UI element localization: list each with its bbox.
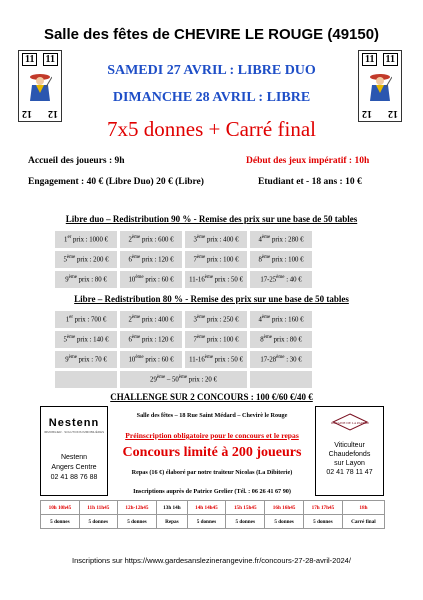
schedule-time: 18h — [342, 501, 384, 515]
repas-text: Repas (16 €) élaboré par notre traiteur Nicolas (La Dibiterie) — [131, 469, 293, 476]
sponsor-name: Nestenn — [60, 454, 88, 461]
sponsor-vineyard — [315, 406, 384, 496]
card-rank: 12 — [22, 108, 32, 119]
prize-cell: 29ème – 50ème prix : 20 € — [120, 371, 247, 388]
tarot-card-right — [358, 50, 402, 122]
schedule-value: 5 donnes — [117, 515, 157, 529]
duo-heading: Libre duo – Redistribution 90 % - Remise des prix sur une base de 50 tables — [65, 214, 358, 224]
table-row — [55, 231, 312, 248]
sponsor-line: Viticulteur — [334, 442, 365, 449]
schedule-time: 12h-12h45 — [117, 501, 157, 515]
schedule-time: 10h 10h45 — [41, 501, 80, 515]
tarot-card-left — [18, 50, 62, 122]
schedule-value: 5 donnes — [41, 515, 80, 529]
card-rank: 11 — [43, 53, 58, 66]
card-rank: 11 — [22, 53, 37, 66]
sponsor-nestenn — [40, 406, 108, 496]
prize-cell: 1er prix : 700 € — [55, 311, 117, 328]
prize-cell: 5ème prix : 200 € — [55, 251, 117, 268]
day2-heading: DIMANCHE 28 AVRIL : LIBRE — [112, 90, 311, 105]
page-title: Salle des fêtes de CHEVIRE LE ROUGE (49150) — [43, 26, 380, 43]
prize-cell: 9ème prix : 70 € — [55, 351, 117, 368]
prize-cell: 8ème prix : 100 € — [250, 251, 312, 268]
prize-cell: 3ème prix : 400 € — [185, 231, 247, 248]
prize-cell: 10ème prix : 60 € — [120, 351, 182, 368]
table-row — [55, 311, 312, 328]
sponsor-place: Angers Centre — [51, 464, 97, 471]
schedule-value: 5 donnes — [79, 515, 117, 529]
prize-cell: 7ème prix : 100 € — [185, 331, 247, 348]
registration-link[interactable]: Inscriptions sur https://www.gardesanslezinerangevine.fr/concours-27-28-avril-2024/ — [72, 556, 351, 565]
debut-text: Début des jeux impératif : 10h — [246, 156, 370, 166]
prize-cell: 9ème prix : 80 € — [55, 271, 117, 288]
libre-prize-table — [52, 308, 315, 391]
inscriptions-text: Inscriptions auprès de Patrice Grelier (Tél. : 06 26 41 67 90) — [133, 488, 291, 495]
domaine-logo-icon — [331, 412, 369, 432]
prize-cell: 11-16ème prix : 50 € — [185, 351, 247, 368]
prize-cell: 7ème prix : 100 € — [185, 251, 247, 268]
schedule-time: 14h 14h45 — [187, 501, 226, 515]
schedule-value: Carré final — [342, 515, 384, 529]
nestenn-tagline: IMMOBILIER · SOLUTIONS IMMOBILIÈRES — [43, 430, 105, 434]
table-row — [55, 351, 312, 368]
sponsor-phone: 02 41 88 76 88 — [50, 474, 98, 481]
etudiant-text: Etudiant et - 18 ans : 10 € — [258, 177, 362, 187]
card-rank: 12 — [48, 108, 58, 119]
card-rank: 11 — [362, 53, 377, 66]
venue-text: Salle des fêtes – 18 Rue Saint Médard – Chevirè le Rouge — [136, 412, 288, 419]
schedule-value: 5 donnes — [265, 515, 304, 529]
schedule-time: 15h 15h45 — [226, 501, 265, 515]
engagement-text: Engagement : 40 € (Libre Duo) 20 € (Libre) — [28, 177, 204, 187]
schedule-value: 5 donnes — [187, 515, 226, 529]
prize-cell: 17-28ème : 30 € — [250, 351, 312, 368]
schedule-value: 5 donnes — [304, 515, 343, 529]
preinscription-text: Préinscription obligatoire pour le concours et le repas — [125, 431, 299, 440]
table-row — [55, 371, 312, 388]
schedule-time: 16h 16h45 — [265, 501, 304, 515]
schedule-time: 11h 11h45 — [79, 501, 117, 515]
schedule-time: 17h 17h45 — [304, 501, 343, 515]
prize-cell: 4ème prix : 160 € — [250, 311, 312, 328]
table-row — [55, 271, 312, 288]
limit-text: Concours limité à 200 joueurs — [122, 445, 302, 460]
card-rank: 12 — [388, 108, 398, 119]
challenge-text: CHALLENGE SUR 2 CONCOURS : 100 €/60 €/40 € — [110, 392, 313, 402]
table-row — [55, 251, 312, 268]
prize-cell: 2ème prix : 400 € — [120, 311, 182, 328]
card-rank: 11 — [383, 53, 398, 66]
prize-cell: 8ème prix : 80 € — [250, 331, 312, 348]
table-row — [41, 501, 385, 515]
prize-cell: 5ème prix : 140 € — [55, 331, 117, 348]
schedule-table — [40, 500, 385, 529]
card-rank: 12 — [362, 108, 372, 119]
prize-cell: 6ème prix : 120 € — [120, 331, 182, 348]
duo-prize-table — [52, 228, 315, 291]
prize-cell: 11-16ème prix : 50 € — [185, 271, 247, 288]
table-row — [41, 515, 385, 529]
prize-cell: 17-25ème : 40 € — [250, 271, 312, 288]
prize-cell: 10ème prix : 60 € — [120, 271, 182, 288]
day1-heading: SAMEDI 27 AVRIL : LIBRE DUO — [107, 63, 316, 78]
schedule-value: Repas — [157, 515, 187, 529]
libre-heading: Libre – Redistribution 80 % - Remise des prix sur une base de 50 tables — [74, 294, 349, 304]
domaine-logo-text: DOMAINE DE LA PAPERIE — [330, 421, 369, 425]
table-row — [55, 331, 312, 348]
schedule-value: 5 donnes — [226, 515, 265, 529]
nestenn-logo: Nestenn — [48, 417, 100, 429]
prize-cell: 1er prix : 1000 € — [55, 231, 117, 248]
sponsor-line: Chaudefonds — [328, 451, 371, 458]
sponsor-line: sur Layon — [334, 460, 365, 467]
accueil-text: Accueil des joueurs : 9h — [28, 156, 125, 166]
format-heading: 7x5 donnes + Carré final — [107, 117, 316, 141]
prize-cell: 3ème prix : 250 € — [185, 311, 247, 328]
sponsor-phone: 02 41 78 11 47 — [326, 469, 373, 476]
prize-cell: 6ème prix : 120 € — [120, 251, 182, 268]
prize-cell: 4ème prix : 280 € — [250, 231, 312, 248]
schedule-time: 13h 14h — [157, 501, 187, 515]
prize-cell: 2ème prix : 600 € — [120, 231, 182, 248]
